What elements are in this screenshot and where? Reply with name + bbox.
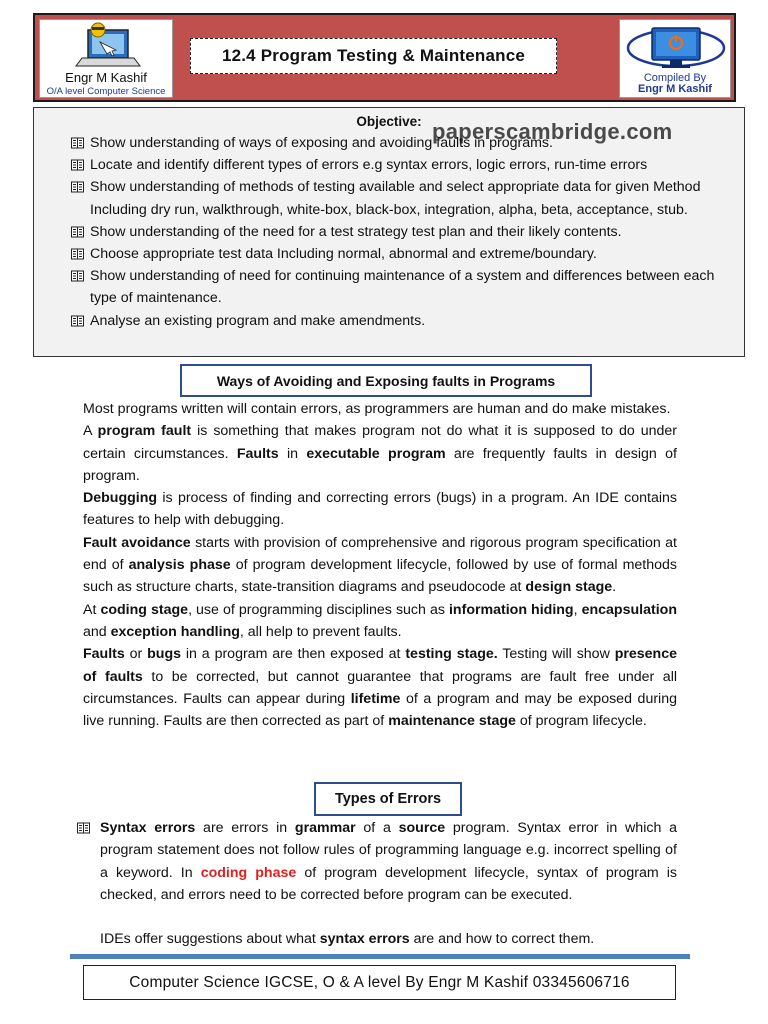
watermark-text: paperscambridge.com — [432, 119, 673, 144]
footer-divider — [70, 954, 690, 959]
book-bullet-icon — [71, 248, 84, 260]
list-item: Show understanding of need for continuing maintenance of a system and differences between each type of maintenance. — [71, 265, 741, 309]
list-item: Locate and identify different types of errors e.g syntax errors, logic errors, run-time errors — [71, 154, 741, 176]
book-bullet-icon — [77, 822, 90, 834]
author-logo-left — [39, 19, 173, 98]
section-heading-errors: Types of Errors — [314, 782, 462, 816]
book-bullet-icon — [71, 181, 84, 193]
laptop-logo-icon — [40, 20, 174, 70]
list-item: Choose appropriate test data Including normal, abnormal and extreme/boundary. — [71, 243, 741, 265]
list-item: Analyse an existing program and make amendments. — [71, 310, 741, 332]
objectives-heading: Objective: — [356, 114, 422, 129]
footer-text: Computer Science IGCSE, O & A level By Engr M Kashif 03345606716 — [83, 965, 676, 1000]
compiled-by-author: Engr M Kashif — [638, 83, 712, 95]
list-item: Show understanding of methods of testing available and select appropriate data for given Method Including dry run, walkthrough, white-box, black-box, integration, alpha, beta, acceptance, stub. — [71, 176, 741, 220]
compiled-by-logo — [619, 19, 731, 98]
book-bullet-icon — [71, 226, 84, 238]
logo-left-name: Engr M Kashif — [65, 70, 147, 85]
paragraph: Debugging is process of finding and correcting errors (bugs) in a program. An IDE contains features to help with debugging. — [83, 490, 677, 529]
section-heading-faults: Ways of Avoiding and Exposing faults in Programs — [180, 364, 592, 397]
ide-note: IDEs offer suggestions about what syntax errors are and how to correct them. — [100, 931, 595, 947]
computer-monitor-icon — [620, 20, 732, 74]
objectives-list — [71, 132, 741, 332]
book-bullet-icon — [71, 137, 84, 149]
header-banner — [33, 13, 736, 102]
logo-left-subtitle: O/A level Computer Science — [40, 86, 172, 97]
book-bullet-icon — [71, 270, 84, 282]
paragraph: A program fault is something that makes program not do what it is supposed to do under certain circumstances. Faults in executable program are frequently faults in design of program. — [83, 423, 677, 484]
paragraph: Fault avoidance starts with provision of comprehensive and rigorous program specification at end of analysis phase of program development lifecycle, followed by use of formal methods such as structure charts, state-transition diagrams and pseudocode at design stage. — [83, 534, 678, 596]
errors-list — [75, 817, 677, 906]
list-item: Show understanding of ways of exposing and avoiding faults in programs. — [71, 132, 741, 154]
paragraph: At coding stage, use of programming disciplines such as information hiding, encapsulation and exception handling, all help to prevent faults. — [83, 601, 677, 640]
list-item: Show understanding of the need for a test strategy test plan and their likely contents. — [71, 221, 741, 243]
paragraph: Most programs written will contain errors, as programmers are human and do make mistakes. — [83, 401, 671, 417]
book-bullet-icon — [71, 159, 84, 171]
page-title: 12.4 Program Testing & Maintenance — [190, 38, 557, 74]
list-item: Syntax errors are errors in grammar of a source program. Syntax error in which a program statement does not follow rules of programming language e.g. incorrect spelling of a keyword. In coding phase of program development lifecycle, syntax of program is checked, and errors need to be corrected before program can be executed. — [75, 817, 677, 906]
objectives-box — [33, 107, 745, 357]
paragraph: Faults or bugs in a program are then exposed at testing stage. Testing will show presence of faults to be corrected, but cannot guarantee that programs are fault free under all circumstances. Faults can appear during lifetime of a program and may be exposed during live running. Faults are then corrected as part of maintenance stage of program lifecycle. — [83, 646, 678, 730]
section1-body — [83, 398, 677, 732]
book-bullet-icon — [71, 315, 84, 327]
compiled-by-label: Compiled By — [643, 72, 707, 84]
